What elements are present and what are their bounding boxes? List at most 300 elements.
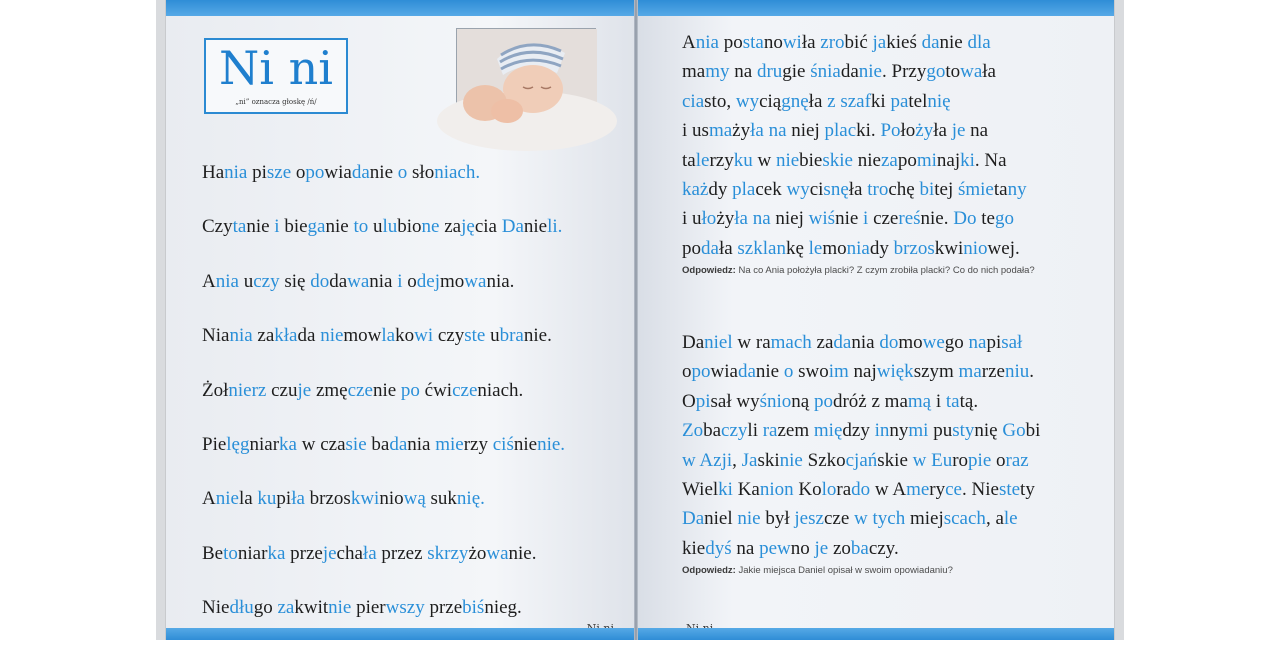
syllable-segment: z ma [866, 390, 908, 412]
syllable-segment: le [808, 237, 823, 259]
syllable-segment: Ko [793, 478, 822, 500]
syllable-segment: prze [285, 542, 323, 564]
syllable-segment: le [695, 149, 710, 171]
syllable-segment: cek [755, 178, 787, 200]
syllable-segment: . Nie [962, 478, 999, 500]
syllable-segment: ko [395, 325, 415, 347]
syllable-segment: sie [345, 433, 367, 455]
syllable-segment: ła [933, 120, 952, 142]
syllable-segment: dej [416, 270, 440, 292]
syllable-segment: ła [291, 488, 305, 510]
syllable-segment: naj [848, 361, 877, 383]
syllable-segment: przez [376, 542, 428, 564]
syllable-segment: pier [351, 597, 386, 619]
letter-note: „ni” oznacza głoskę /ń/ [235, 98, 317, 106]
syllable-segment: nia [846, 237, 870, 259]
story-line [682, 387, 1102, 416]
syllable-segment: wia [324, 162, 352, 183]
syllable-segment: nia [369, 270, 398, 292]
syllable-segment: ry [929, 478, 946, 500]
syllable-segment: niel [704, 508, 738, 530]
syllable-segment: Ka [732, 478, 760, 500]
syllable-segment: o [783, 361, 794, 383]
syllable-segment: je [322, 542, 337, 564]
syllable-segment: ku [733, 149, 753, 171]
syllable-segment: w A [870, 478, 907, 500]
story-daniel [682, 328, 1102, 576]
question-label: Odpowiedz: [682, 565, 736, 577]
sentence-line [202, 378, 622, 432]
syllable-segment: ka [267, 542, 286, 564]
syllable-segment: nie [779, 449, 803, 471]
syllable-segment: da [833, 332, 852, 353]
syllable-segment: im [828, 361, 849, 383]
syllable-segment: i [931, 390, 946, 412]
syllable-segment: czu [266, 379, 298, 401]
question-label: Odpowiedz: [682, 265, 736, 277]
syllable-segment: plac [824, 120, 857, 142]
cover-edge-right [1114, 0, 1124, 640]
story-line [682, 116, 1102, 145]
syllable-segment: cia [682, 90, 705, 112]
syllable-segment: w [752, 149, 776, 171]
syllable-segment: mo [822, 237, 847, 259]
syllable-segment: nia [695, 32, 719, 53]
syllable-segment: ma [682, 61, 706, 83]
syllable-segment: mą [907, 390, 932, 412]
syllable-segment: to [945, 61, 961, 83]
syllable-segment: cze [868, 208, 899, 230]
syllable-segment: wa [347, 270, 370, 292]
syllable-segment: no [790, 537, 815, 559]
syllable-segment: nie. [508, 542, 537, 564]
syllable-segment: wa [486, 542, 509, 564]
syllable-segment: mach [770, 332, 812, 353]
syllable-segment: go [994, 208, 1014, 230]
syllable-segment: kę [785, 237, 809, 259]
syllable-segment: nie [369, 162, 398, 183]
syllable-segment: le [1003, 508, 1018, 530]
syllable-segment: wy [786, 178, 810, 200]
syllable-segment: gie [782, 61, 811, 83]
syllable-segment: cze [823, 508, 855, 530]
syllable-segment: Ja [741, 449, 758, 471]
syllable-segment: la [381, 325, 396, 347]
syllable-segment: miej [905, 508, 944, 530]
syllable-segment: mie [435, 433, 464, 455]
syllable-segment: po [691, 361, 711, 383]
syllable-segment: w tych [854, 508, 906, 530]
syllable-segment: Go [1002, 420, 1026, 442]
syllable-segment: kie [682, 537, 706, 559]
syllable-segment: kła [274, 325, 298, 347]
syllable-segment: dla [967, 32, 991, 53]
sentence-line [202, 160, 622, 214]
syllable-segment: Da [682, 508, 705, 530]
syllable-segment: był [760, 508, 795, 530]
syllable-segment: bio [397, 216, 422, 238]
syllable-segment: da [329, 270, 348, 292]
syllable-segment: u [238, 270, 254, 292]
syllable-segment: ny [1007, 178, 1027, 200]
bottom-color-band [166, 628, 634, 640]
syllable-segment: żo [468, 542, 487, 564]
syllable-segment: zem [777, 420, 814, 442]
syllable-segment: nie [857, 149, 881, 171]
syllable-segment: li. [547, 216, 563, 238]
syllable-segment: Zo [682, 420, 704, 442]
syllable-segment: się [279, 270, 311, 292]
question-text: Jakie miejsca Daniel opisał w swoim opowiadaniu? [738, 565, 953, 577]
syllable-segment: nia. [486, 270, 515, 292]
syllable-segment: A [202, 488, 216, 510]
story-line [682, 57, 1102, 86]
syllable-segment: Be [202, 542, 224, 564]
right-page [638, 0, 1114, 640]
syllable-segment: chę [888, 178, 920, 200]
story-line [682, 446, 1102, 475]
syllable-segment: bra [499, 325, 524, 347]
syllable-segment: wszy [385, 597, 425, 619]
syllable-segment: nie [513, 433, 538, 455]
syllable-segment: my [705, 61, 730, 83]
syllable-segment: nierz [228, 379, 267, 401]
syllable-segment: ba [366, 433, 390, 455]
top-color-band [166, 0, 634, 16]
bottom-color-band-right [638, 628, 1114, 640]
syllable-segment: nie. [537, 433, 566, 455]
syllable-segment: pa [890, 90, 909, 112]
syllable-segment: ki [718, 478, 733, 500]
syllable-segment: w Eu [912, 449, 953, 471]
story-line [682, 28, 1102, 57]
syllable-segment: niach. [477, 379, 524, 401]
syllable-segment: i us [682, 120, 709, 142]
syllable-segment: czy [721, 420, 748, 442]
syllable-segment: sał wy [710, 390, 760, 412]
syllable-segment: ste [998, 478, 1021, 500]
syllable-segment: jesz [794, 508, 824, 530]
syllable-segment: te [976, 208, 995, 230]
syllable-segment: na [752, 208, 771, 230]
syllable-segment: mi [908, 420, 929, 442]
syllable-segment: niej [786, 120, 825, 142]
syllable-segment: pi [695, 390, 711, 412]
syllable-segment: do [879, 332, 899, 353]
syllable-segment: je [814, 537, 829, 559]
syllable-segment: Nia [202, 325, 230, 347]
syllable-segment: nion [759, 478, 794, 500]
syllable-segment: kieś [886, 32, 922, 53]
syllable-segment: u [368, 216, 383, 238]
syllable-segment: ste [464, 325, 486, 347]
left-page [166, 0, 634, 640]
question-text: Na co Ania położyła placki? Z czym zrobiła placki? Co do nich podała? [738, 265, 1035, 277]
syllable-segment: da [351, 162, 370, 183]
syllable-segment: snę [823, 178, 849, 200]
syllable-segment: . Na [974, 149, 1007, 171]
top-color-band-right [638, 0, 1114, 16]
syllable-segment: dróż [832, 390, 867, 412]
syllable-segment: ki [960, 149, 975, 171]
syllable-segment: ta [993, 178, 1008, 200]
syllable-segment: . Przy [882, 61, 927, 83]
syllable-segment: sty [952, 420, 975, 442]
syllable-segment: go [944, 332, 969, 353]
syllable-segment: i [274, 216, 280, 238]
syllable-segment: do [851, 478, 871, 500]
syllable-segment: nie [523, 216, 548, 238]
syllable-segment: Nie [202, 597, 230, 619]
syllable-segment: ba [703, 420, 722, 442]
syllable-segment: ba [850, 537, 869, 559]
syllable-segment: to [353, 216, 369, 238]
syllable-segment: skrzy [427, 542, 469, 564]
syllable-segment: na [968, 332, 987, 353]
syllable-segment: pie [968, 449, 992, 471]
syllable-segment: raz [1005, 449, 1029, 471]
letter-title: Ni ni [219, 41, 333, 95]
syllable-segment: niej [770, 208, 809, 230]
syllable-segment: wi [782, 32, 802, 53]
question-ania [682, 265, 1102, 276]
syllable-segment: i [397, 270, 403, 292]
syllable-segment: da [389, 433, 408, 455]
syllable-segment: nie [835, 208, 864, 230]
cover-edge-left [156, 0, 166, 640]
syllable-segment: wia [710, 361, 738, 383]
syllable-segment: ła [750, 120, 764, 142]
story-line [682, 234, 1102, 263]
syllable-segment: wa [960, 61, 983, 83]
syllable-segment: nie [737, 508, 761, 530]
syllable-segment: sto, [704, 90, 736, 112]
syllable-segment: kwi [934, 237, 964, 259]
syllable-segment: reś [898, 208, 921, 230]
syllable-segment: bie [799, 149, 823, 171]
syllable-segment: ży [915, 120, 934, 142]
syllable-segment: po [813, 390, 833, 412]
left-sentences [202, 160, 622, 650]
syllable-segment: da [701, 237, 719, 259]
syllable-segment: nia [224, 162, 248, 183]
syllable-segment: rzy [463, 433, 493, 455]
syllable-segment: każ [682, 178, 709, 200]
syllable-segment: o [397, 162, 408, 183]
syllable-segment: ce [945, 478, 962, 500]
syllable-segment: ny [889, 420, 909, 442]
syllable-segment: ka [279, 433, 297, 455]
syllable-segment: dłu [229, 597, 254, 619]
syllable-segment: po [682, 237, 701, 259]
syllable-segment: niach. [434, 162, 481, 183]
syllable-segment: to [223, 542, 238, 564]
syllable-segment: o [682, 361, 692, 383]
syllable-segment: cia [474, 216, 502, 238]
syllable-segment: O [682, 390, 696, 412]
syllable-segment: A [682, 32, 696, 53]
syllable-segment: ki. [856, 120, 881, 142]
syllable-segment: pla [732, 178, 756, 200]
syllable-segment: zro [820, 32, 845, 53]
syllable-segment: ła [718, 237, 738, 259]
syllable-segment: nia [407, 433, 436, 455]
syllable-segment: mię [813, 420, 843, 442]
syllable-segment: me [906, 478, 930, 500]
syllable-segment: lu [382, 216, 398, 238]
syllable-segment: wiś [808, 208, 836, 230]
syllable-segment: scach [943, 508, 986, 530]
syllable-segment: bi [919, 178, 935, 200]
syllable-segment: śnio [759, 390, 792, 412]
syllable-segment: nie [858, 61, 882, 83]
syllable-segment: tej [934, 178, 958, 200]
syllable-segment: ra [836, 478, 852, 500]
syllable-segment: ro [952, 449, 969, 471]
syllable-segment: tel [908, 90, 928, 112]
syllable-segment: ła [982, 61, 996, 83]
sentence-line [202, 214, 622, 268]
syllable-segment: pi [247, 162, 267, 183]
syllable-segment: cjań [845, 449, 878, 471]
syllable-segment: mo [898, 332, 923, 353]
syllable-segment: ne [421, 216, 440, 238]
syllable-segment: swo [793, 361, 829, 383]
syllable-segment: Czy [202, 216, 233, 238]
syllable-segment: nie [372, 379, 401, 401]
syllable-segment: nio [963, 237, 988, 259]
syllable-segment: nię [927, 90, 951, 112]
syllable-segment: pew [759, 537, 791, 559]
syllable-segment: o [291, 162, 306, 183]
syllable-segment: w Azji [682, 449, 733, 471]
syllable-segment: szklan [737, 237, 786, 259]
syllable-segment: zmę [311, 379, 348, 401]
sentence-line [202, 595, 622, 649]
syllable-segment: po [305, 162, 325, 183]
syllable-segment: czy [433, 325, 465, 347]
syllable-segment: nię. [456, 488, 485, 510]
syllable-segment: lęg [226, 433, 250, 455]
syllable-segment: nie. [523, 325, 552, 347]
syllable-segment: rze [981, 361, 1005, 383]
syllable-segment: i [863, 208, 869, 230]
syllable-segment: więk [876, 361, 914, 383]
syllable-segment: dy [869, 237, 894, 259]
syllable-segment: je [297, 379, 312, 401]
letter-title-box [204, 38, 348, 114]
syllable-segment: . [1029, 361, 1034, 383]
syllable-segment: w ra [732, 332, 771, 353]
syllable-segment: niel [704, 332, 733, 353]
syllable-segment: nia [215, 270, 239, 292]
syllable-segment: dyś [705, 537, 732, 559]
syllable-segment: skie [877, 449, 913, 471]
sentence-line [202, 432, 622, 486]
story-line [682, 504, 1102, 533]
syllable-segment: nie [215, 488, 239, 510]
syllable-segment: ła [734, 208, 753, 230]
syllable-segment: śnia [810, 61, 841, 83]
syllable-segment: pi [276, 488, 292, 510]
syllable-segment: nie [325, 216, 354, 238]
syllable-segment: Żoł [202, 379, 229, 401]
syllable-segment: na [729, 61, 757, 83]
syllable-segment: nię [974, 420, 1003, 442]
syllable-segment: bi [1025, 420, 1041, 442]
baby-photo-illustration [457, 29, 597, 129]
syllable-segment: go [253, 597, 278, 619]
syllable-segment: po [400, 379, 420, 401]
syllable-segment: za [439, 216, 462, 238]
syllable-segment: ną [791, 390, 814, 412]
syllable-segment: ty [1020, 478, 1035, 500]
syllable-segment: da [737, 361, 756, 383]
syllable-segment: ja [872, 32, 887, 53]
syllable-segment: ła [848, 178, 868, 200]
syllable-segment: ję [461, 216, 475, 238]
syllable-segment: A [202, 270, 216, 292]
syllable-segment: skie [822, 149, 858, 171]
syllable-segment: cze [347, 379, 373, 401]
syllable-segment: na [731, 537, 760, 559]
story-line [682, 146, 1102, 175]
syllable-segment: niar [237, 542, 268, 564]
syllable-segment: ta [682, 149, 696, 171]
story-line [682, 204, 1102, 233]
syllable-segment: suk [425, 488, 457, 510]
syllable-segment: in [874, 420, 890, 442]
syllable-segment: Ha [202, 162, 225, 183]
story-line [682, 416, 1102, 445]
syllable-segment: po [718, 32, 743, 53]
syllable-segment: po [897, 149, 917, 171]
syllable-segment: czy [253, 270, 280, 292]
story-line [682, 328, 1102, 357]
syllable-segment: do [310, 270, 330, 292]
syllable-segment: gnę [781, 90, 809, 112]
syllable-segment: kwit [294, 597, 329, 619]
syllable-segment: nie [246, 216, 275, 238]
syllable-segment: no [763, 32, 783, 53]
syllable-segment: , [732, 449, 742, 471]
syllable-segment: nie [320, 325, 344, 347]
syllable-segment: mo [440, 270, 465, 292]
syllable-segment: ło [900, 120, 916, 142]
syllable-segment: cha [336, 542, 363, 564]
syllable-segment: sło [407, 162, 435, 183]
syllable-segment: Do [953, 208, 977, 230]
syllable-segment: niar [249, 433, 280, 455]
syllable-segment: sze [266, 162, 292, 183]
syllable-segment: kwi [350, 488, 380, 510]
story-line [682, 475, 1102, 504]
syllable-segment: je [951, 120, 966, 142]
syllable-segment: wi [414, 325, 434, 347]
syllable-segment: pi [986, 332, 1002, 353]
syllable-segment: lo [821, 478, 837, 500]
story-line [682, 534, 1102, 563]
syllable-segment: zo [828, 537, 851, 559]
syllable-segment: ki [870, 90, 891, 112]
syllable-segment: pu [928, 420, 953, 442]
sentence-line [202, 486, 622, 540]
syllable-segment: Po [880, 120, 901, 142]
syllable-segment: mi [916, 149, 937, 171]
syllable-segment: nie [755, 361, 784, 383]
story-line [682, 87, 1102, 116]
syllable-segment: na [763, 120, 787, 142]
